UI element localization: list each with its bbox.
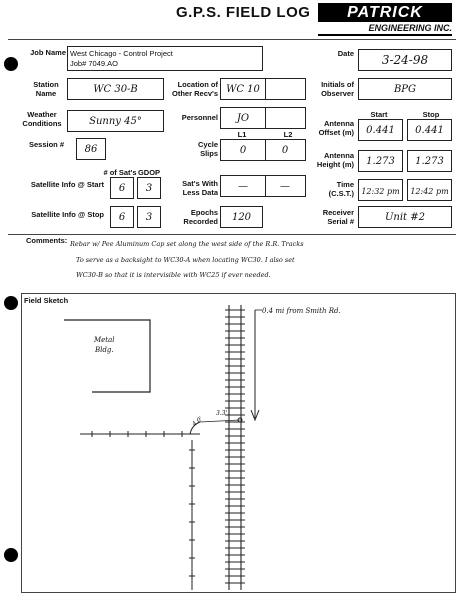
comments-label: Comments: xyxy=(26,236,68,245)
station-name-value: WC 30-B xyxy=(93,84,138,95)
field-sketch-label: Field Sketch xyxy=(24,296,69,305)
distance-note: 0.4 mi from Smith Rd. xyxy=(262,307,341,315)
sats-start-value: 6 xyxy=(118,183,126,194)
dimension-a: 4.0' xyxy=(191,415,205,428)
antenna-height-stop-value: 1.273 xyxy=(415,156,444,167)
time-label: Time (C.S.T.) xyxy=(328,180,354,198)
time-start-value: 12:32 pm xyxy=(361,187,400,196)
dimension-b: 3.3' xyxy=(216,410,228,417)
epochs-label: Epochs Recorded xyxy=(183,208,218,226)
antenna-offset-start-value: 0.441 xyxy=(366,125,395,136)
stop-column-label: Stop xyxy=(422,110,440,119)
sat-info-stop-label: Satellite Info @ Stop xyxy=(31,210,104,219)
sats-stop-value: 6 xyxy=(118,212,126,223)
initials-label: Initials of Observer xyxy=(321,80,354,98)
num-sats-header: # of Sat's xyxy=(103,168,137,177)
cycle-slips-l2-value: 0 xyxy=(281,145,289,156)
sats-less-l1-value: — xyxy=(238,181,248,192)
antenna-offset-stop-value: 0.441 xyxy=(415,125,444,136)
comment-line-3: WC30-B so that it is intervisible with WC25 if ever needed. xyxy=(76,271,271,279)
comment-line-2: To serve as a backsight to WC30-A when locating WC30. I also set xyxy=(76,256,295,264)
date-value: 3-24-98 xyxy=(381,53,429,67)
antenna-offset-label: Antenna Offset (m) xyxy=(318,119,354,137)
logo-name: PATRICK xyxy=(318,3,452,22)
antenna-height-start-value: 1.273 xyxy=(366,156,395,167)
weather-label: Weather Conditions xyxy=(22,110,62,128)
gdop-start-value: 3 xyxy=(145,183,153,194)
receiver-serial-value: Unit #2 xyxy=(384,212,425,223)
job-name-value: West Chicago - Control Project xyxy=(70,49,173,58)
l1-label: L1 xyxy=(237,130,247,139)
comment-line-1: Rebar w/ Pee Aluminum Cap set along the west side of the R.R. Tracks xyxy=(70,240,304,248)
logo-subtitle: ENGINEERING INC. xyxy=(318,22,452,36)
cycle-slips-label: Cycle Slips xyxy=(197,140,218,158)
gdop-stop-value: 3 xyxy=(145,212,153,223)
start-column-label: Start xyxy=(370,110,388,119)
job-number-value: Job# 7049.AO xyxy=(70,59,118,68)
gdop-header: GDOP xyxy=(137,168,161,177)
sats-less-data-label: Sat's With Less Data xyxy=(182,179,218,197)
session-label: Session # xyxy=(28,140,64,149)
epochs-value: 120 xyxy=(231,212,252,223)
date-label: Date xyxy=(337,49,354,58)
location-other-label: Location of Other Recv's xyxy=(172,80,218,98)
sat-info-start-label: Satellite Info @ Start xyxy=(30,180,104,189)
location-other-value: WC 10 xyxy=(226,84,260,95)
time-stop-value: 12:42 pm xyxy=(410,187,449,196)
job-name-label: Job Name xyxy=(30,48,66,57)
form-title: G.P.S. FIELD LOG xyxy=(176,4,311,21)
sats-less-l2-value: — xyxy=(280,181,290,192)
receiver-serial-label: Receiver Serial # xyxy=(322,208,354,226)
personnel-value: JO xyxy=(236,113,250,124)
l2-label: L2 xyxy=(283,130,293,139)
antenna-height-label: Antenna Height (m) xyxy=(316,151,354,169)
session-value: 86 xyxy=(84,144,98,155)
personnel-label: Personnel xyxy=(181,113,218,122)
metal-building-label: Metal Bldg. xyxy=(94,336,115,354)
initials-value: BPG xyxy=(393,84,417,95)
station-name-label: Station Name xyxy=(33,80,59,98)
weather-value: Sunny 45° xyxy=(89,116,142,127)
cycle-slips-l1-value: 0 xyxy=(239,145,247,156)
